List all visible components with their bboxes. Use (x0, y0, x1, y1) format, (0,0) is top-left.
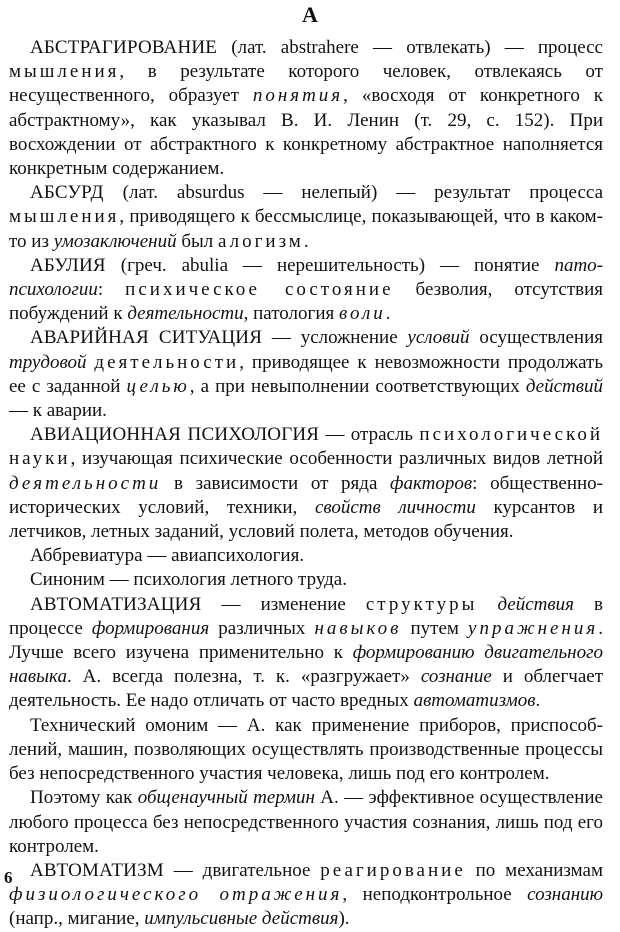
entry-avtomatizm (9, 859, 603, 932)
entry-headword: АВТОМАТИЗАЦИЯ (30, 593, 202, 615)
spaced-italic-term: целью (126, 375, 190, 397)
entry-text: . А. всегда полезна, т. к. «разгружает» (66, 666, 421, 688)
entry-headword: АВАРИЙНАЯ СИТУАЦИЯ (30, 327, 263, 349)
entry-text: в зависимости от ряда (161, 472, 391, 494)
spaced-italic-term: навыков (314, 617, 402, 639)
entry-text: , а при невыполнении соответствующих (189, 375, 526, 397)
entry-aviatsionnaya-psikhologiya (9, 423, 603, 544)
entry-text: — двигательное (163, 859, 321, 881)
entry-text: безволия, отсутствия побуждений к (9, 279, 604, 325)
entry-text: — к аварии. (9, 400, 107, 422)
italic-term: сознание (420, 666, 492, 688)
italic-term: формирования (91, 617, 210, 639)
general-term-note (9, 786, 603, 859)
entry-text: по механизмам (465, 859, 603, 881)
entry-text: , приводящее к невозможности продолжать ее с заданной (9, 351, 603, 397)
italic-term: импульсивные действия (144, 908, 339, 930)
entry-text: . (385, 303, 391, 325)
entry-text: — отрасль (319, 424, 420, 446)
entry-text: курсантов и летчиков, летных заданий, условий полета, методов обучения. (9, 496, 603, 543)
italic-term: деятельности (127, 303, 244, 325)
page-number: 6 (4, 868, 13, 887)
spaced-term: алогизм (218, 230, 304, 252)
italic-term: патопсихологии (9, 254, 603, 301)
entry-text: . (303, 230, 309, 252)
italic-term: действий (525, 375, 604, 397)
entry-text: различных (209, 617, 315, 639)
italic-term: умозаключений (53, 230, 177, 252)
spaced-italic-term: воли (338, 303, 386, 325)
entry-text: (греч. abulia — нерешительность) — понятие (105, 254, 555, 276)
entry-text: . Лучше всего изучена применительно к (9, 617, 603, 664)
italic-term: свойств личности (314, 496, 476, 518)
italic-term: формированию двигательного навыка (9, 642, 603, 688)
technical-homonym-note: Технический омоним — А. как применение приборов, приспособлений, машин, позволяющих осуществлять производственные процессы без непосредственного участия человека, лишь под его контролем. (9, 714, 603, 785)
entry-headword: АВТОМАТИЗМ (30, 859, 164, 881)
entry-headword: АБУЛИЯ (30, 254, 106, 276)
spaced-term: мышления (9, 206, 120, 228)
entry-text: , изучающая психические особенности различных видов летной (70, 448, 603, 470)
abbreviation-note: Аббревиатура — авиапсихология. (30, 545, 305, 567)
entry-text: — усложнение (262, 327, 408, 349)
entries-body (9, 36, 603, 932)
synonym-note: Синоним — психология летного труда. (30, 569, 347, 591)
entry-absurd (9, 181, 603, 254)
entry-text: А. — эффективное осуществление любого процесса без непосредственного участия сознания, лишь под его контролем. (9, 787, 603, 857)
spaced-italic-term: упражнения (468, 617, 599, 639)
spaced-term: психологической науки (9, 424, 603, 470)
spaced-term: деятельности (94, 351, 240, 373)
entry-text: путем (401, 617, 469, 639)
italic-term: факторов (390, 472, 473, 494)
entry-text: осуществления (469, 327, 603, 349)
spaced-italic-term: понятия (252, 85, 344, 107)
spaced-term: структуры (365, 593, 478, 615)
entry-text: , приводящего к бессмыслице, показывающей, что в каком-то из (9, 206, 603, 252)
italic-term: автоматизмов (413, 690, 536, 712)
entry-text: , в результате которого человек, отвлекаясь от несущественного, образует (9, 61, 603, 107)
entry-text: (лат. absurdus — нелепый) — результат процесса (103, 182, 603, 204)
entry-text: был (176, 230, 219, 252)
entry-text: в процессе (9, 593, 603, 639)
entry-abstragirovanie (9, 36, 603, 181)
italic-term: трудовой (9, 351, 87, 373)
entry-text: : (97, 279, 126, 301)
italic-term: условий (407, 327, 470, 349)
spaced-term: реагирование (320, 859, 466, 881)
entry-text: Поэтому как (30, 787, 138, 809)
spaced-term: мышления (9, 61, 120, 83)
entry-abuliya (9, 254, 603, 327)
entry-headword: АБСТРАГИРОВАНИЕ (30, 37, 218, 58)
spaced-italic-term: деятельности (9, 472, 162, 494)
italic-term: действия (497, 593, 574, 615)
italic-term: общенаучный термин (137, 787, 315, 809)
spaced-term: психическое состояние (125, 279, 394, 301)
entry-text: : общественно-исторических условий, техники, (9, 472, 603, 518)
italic-term: сознанию (527, 884, 604, 906)
entry-text: (напр., мигание, (9, 908, 145, 930)
entry-avtomatizatsiya (9, 593, 603, 714)
entry-text: и облегчает деятельность. Ее надо отличать от часто вредных (9, 666, 603, 712)
entry-text: , патология (243, 303, 339, 325)
entry-avariynaya-situatsiya (9, 326, 603, 423)
section-letter: А (302, 2, 318, 27)
spaced-italic-term: физиологического отражения (9, 884, 343, 906)
entry-headword: АВИАЦИОННАЯ ПСИХОЛОГИЯ (30, 424, 320, 446)
entry-text: (лат. abstrahere — отвлекать) — процесс (217, 37, 603, 58)
entry-text: . (535, 690, 541, 712)
entry-text: , «восходя от конкретного к абстрактному», как указывал В. И. Ленин (т. 29, с. 152). При восхождении от абстрактного к конкретному абстрактное наполняется конкретным содержанием. (9, 85, 603, 180)
entry-text: , неподконтрольное (342, 884, 528, 906)
entry-text: ). (338, 908, 350, 930)
entry-text: — изменение (201, 593, 366, 615)
entry-text (477, 594, 497, 615)
entry-headword: АБСУРД (30, 182, 104, 204)
